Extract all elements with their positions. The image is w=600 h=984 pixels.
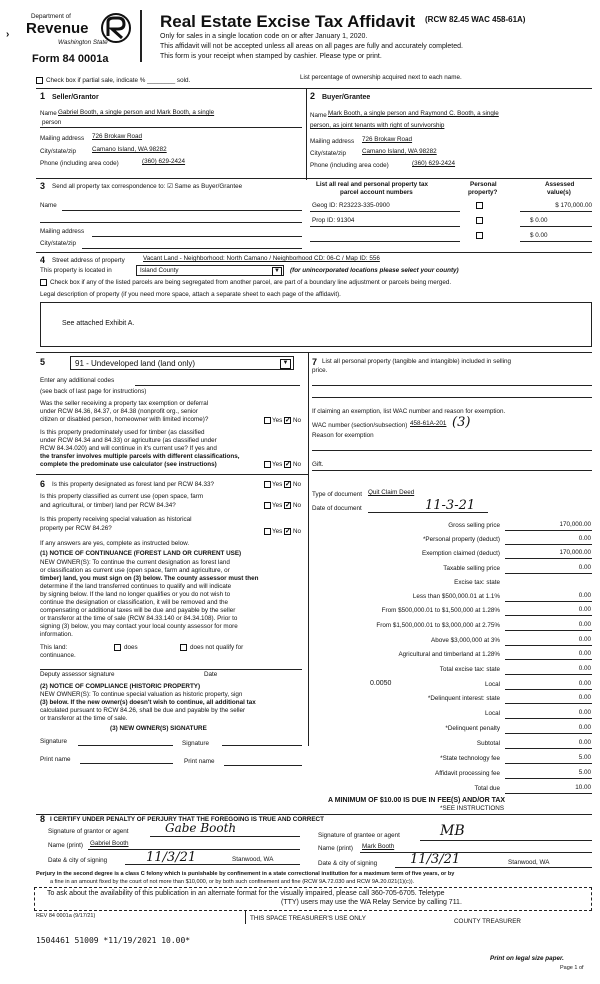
- new-owner-sig-heading: (3) NEW OWNER(S) SIGNATURE: [110, 725, 207, 732]
- tax-row-value: 0.00: [578, 650, 591, 657]
- grantor-sig-label: Signature of grantor or agent: [48, 828, 129, 835]
- tax-row-label: Local: [484, 710, 500, 717]
- tax-row-value: 0.00: [578, 739, 591, 746]
- tax-row-value: 0.00: [578, 564, 591, 571]
- q2-no-label: No: [293, 461, 302, 468]
- q2-yes-label: Yes: [272, 461, 283, 468]
- q1-yes-checkbox[interactable]: [264, 417, 271, 424]
- continuance-line: or classification as current use (open space, farm and agriculture, or: [40, 567, 230, 574]
- section4-num: 4: [40, 255, 46, 265]
- grantee-date: 11/3/21: [410, 852, 461, 867]
- personal-property-checkbox[interactable]: [476, 217, 483, 224]
- assessed-value: $ 0.00: [530, 232, 548, 239]
- tax-row-value: 0.00: [578, 724, 591, 731]
- q1-yes-label: Yes: [272, 417, 283, 424]
- street-address: Vacant Land - Neighborhood: North Camano / Neighborhood CD: 06-C / Map ID: 556: [143, 255, 380, 262]
- grantee-city: Stanwood, WA: [508, 859, 550, 866]
- deputy-sig-label: Deputy assessor signature: [40, 671, 115, 678]
- seller-name-line1: Gabriel Booth, a single person and Mark Booth, a single: [58, 109, 215, 116]
- seller-section-num: 1: [40, 91, 46, 101]
- tax-row-value: 0.00: [578, 709, 591, 716]
- tax-row-label: Taxable selling price: [443, 565, 500, 572]
- tax-row-value: 170,000.00: [559, 549, 591, 556]
- s6-q1-no-label: No: [293, 481, 302, 488]
- seller-name-label: Name: [40, 110, 57, 117]
- perjury-line2: a fine in an amount fixed by the court of not more than $10,000, or by both such confinement and fine (RCW 9A.72.030 and RCW 9A.20.021(1)(c)).: [50, 879, 415, 885]
- treasurer-use: THIS SPACE TREASURER'S USE ONLY: [250, 915, 366, 922]
- buyer-heading: Buyer/Grantee: [322, 94, 371, 101]
- doc-type-label: Type of document: [312, 491, 363, 498]
- wac-hand: (3): [452, 415, 471, 430]
- notice-1: Only for sales in a single location code on or after January 1, 2020.: [160, 33, 368, 40]
- tax-row-label: From $500,000.01 to $1,500,000 at 1.28%: [381, 607, 500, 614]
- personal-property-checkbox[interactable]: [476, 202, 483, 209]
- s6-q2-line2: and agricultural, or timber) land per RCW 84.34?: [40, 502, 176, 509]
- continuance-heading: (1) NOTICE OF CONTINUANCE (FOREST LAND OR CURRENT USE): [40, 550, 242, 557]
- notice-3: This form is your receipt when stamped by cashier. Please type or print.: [160, 53, 382, 60]
- assessed-header2: value(s): [547, 189, 571, 196]
- personal-property-checkbox[interactable]: [476, 232, 483, 239]
- tax-row-label: From $1,500,000.01 to $3,000,000 at 2.75%: [376, 622, 500, 629]
- form-statute: (RCW 82.45 WAC 458-61A): [425, 15, 526, 24]
- parcels-header2: parcel account numbers: [340, 189, 413, 196]
- s6-q3-line1: Is this property receiving special valuation as historical: [40, 516, 192, 523]
- q2-yes-checkbox[interactable]: [264, 461, 271, 468]
- grantor-name: Gabriel Booth: [90, 840, 129, 847]
- compliance-line: NEW OWNER(S): To continue special valuation as historic property, sign: [40, 691, 243, 698]
- tax-row-label: Gross selling price: [448, 522, 500, 529]
- s6-q3-yes-label: Yes: [272, 528, 283, 535]
- s6-q2-yes-label: Yes: [272, 502, 283, 509]
- dept-line3: Washington State: [58, 39, 108, 46]
- doc-type-value: Quit Claim Deed: [368, 489, 415, 496]
- tax-row-label: Less than $500,000.01 at 1.1%: [412, 593, 500, 600]
- chevron-down-icon: ▼: [280, 359, 291, 369]
- q1-line3: citizen or disabled person, homeowner with limited income)?: [40, 416, 209, 423]
- buyer-city-label: City/state/zip: [310, 150, 347, 157]
- compliance-line: calculated pursuant to RCW 84.26, shall be due and payable by the seller: [40, 707, 246, 714]
- tax-row-value: 10.00: [575, 784, 591, 791]
- tax-row-label: Agricultural and timberland at 1.28%: [398, 651, 500, 658]
- partial-sale-checkbox[interactable]: [36, 77, 43, 84]
- personal-header2: property?: [468, 189, 498, 196]
- continuance-line: determine if the land transferred continues to qualify and will indicate: [40, 583, 232, 590]
- signature-label-right: Signature: [182, 740, 209, 747]
- q1-no-label: No: [293, 417, 302, 424]
- wac-label: WAC number (section/subsection): [312, 422, 408, 429]
- section3-city-label: City/state/zip: [40, 240, 77, 247]
- grantor-date: 11/3/21: [146, 850, 197, 865]
- segregated-label: Check box if any of the listed parcels are being segregated from another parcel, are part of a boundary line adjustment or parcels being merged.: [50, 279, 452, 286]
- section3-name-label: Name: [40, 202, 57, 209]
- codes-label: Enter any additional codes: [40, 377, 115, 384]
- parcel-number: Geog ID: R23223-335-0900: [312, 202, 390, 209]
- exemption-claim-label: If claiming an exemption, list WAC number and reason for exemption.: [312, 408, 506, 415]
- located-label: This property is located in: [40, 267, 112, 274]
- grantor-date-label: Date & city of signing: [48, 857, 108, 864]
- does-not-checkbox[interactable]: [180, 644, 187, 651]
- does-not-label: does not qualify for: [190, 644, 244, 651]
- seller-phone-label: Phone (including area code): [40, 160, 119, 167]
- s6-q1-yes-checkbox[interactable]: [264, 481, 271, 488]
- recording-stamp: 1504461 51009 *11/19/2021 10.00*: [36, 936, 191, 945]
- parcel-number: Prop ID: 91304: [312, 217, 355, 224]
- tax-row-label: Total excise tax: state: [439, 666, 500, 673]
- section7-label1: List all personal property (tangible and intangible) included in selling: [322, 358, 512, 365]
- s6-q3-yes-checkbox[interactable]: [264, 528, 271, 535]
- buyer-section-num: 2: [310, 91, 316, 101]
- page-number: Page 1 of: [560, 965, 584, 971]
- ownership-note: List percentage of ownership acquired next to each name.: [300, 74, 462, 81]
- continuance-line: timber) land, you must sign on (3) below. The county assessor must then: [40, 575, 259, 582]
- form-number: Form 84 0001a: [32, 53, 109, 65]
- tax-row-label: Excise tax: state: [454, 579, 500, 586]
- grantee-name: Mark Booth: [362, 843, 395, 850]
- continuance-line: information.: [40, 631, 73, 638]
- land-use-value: 91 - Undeveloped land (land only): [75, 359, 196, 368]
- continuance-line: compensating or additional taxes will be due and payable by the seller: [40, 607, 236, 614]
- compliance-line: or transferor at the time of sale.: [40, 715, 128, 722]
- q1-no-checkbox[interactable]: ✓: [285, 417, 291, 424]
- s6-q3-no-label: No: [293, 528, 302, 535]
- dept-line1: Department of: [31, 13, 71, 20]
- tax-row-value: 0.00: [578, 680, 591, 687]
- county-select-value: Island County: [140, 267, 179, 274]
- tax-row-label: Total due: [474, 785, 500, 792]
- legal-description-text: See attached Exhibit A.: [62, 320, 135, 327]
- buyer-phone-label: Phone (including area code): [310, 162, 389, 169]
- local-rate: 0.0050: [370, 680, 392, 687]
- tax-row-label: Exemption claimed (deduct): [421, 550, 500, 557]
- section3-num: 3: [40, 181, 46, 191]
- deputy-date-label: Date: [204, 671, 218, 678]
- buyer-name-line1: Mark Booth, a single person and Raymond C. Booth, a single: [328, 110, 499, 117]
- county-select[interactable]: [136, 265, 284, 276]
- s6-q2-no-label: No: [293, 502, 302, 509]
- seller-name-line2: person: [42, 119, 62, 126]
- section3-mailing-label: Mailing address: [40, 228, 85, 235]
- grantee-signature: MB: [440, 823, 465, 839]
- tax-row-value: 0.00: [578, 606, 591, 613]
- tax-row-value: 5.00: [578, 754, 591, 761]
- q2-line5: complete the predominate use calculator (see instructions): [40, 461, 217, 468]
- q2-line3: RCW 84.34.020) and will continue in it's current use? If yes and: [40, 445, 217, 452]
- tax-row-value: 0.00: [578, 621, 591, 628]
- chevron-down-icon: ▼: [272, 267, 282, 276]
- tax-row-value: 0.00: [578, 592, 591, 599]
- wac-value: 458-61A-201: [410, 420, 447, 427]
- unincorp-note: (for unincorporated locations please select your county): [290, 267, 459, 274]
- arrow-icon: ›: [6, 29, 10, 40]
- certify-statement: I CERTIFY UNDER PENALTY OF PERJURY THAT THE FOREGOING IS TRUE AND CORRECT: [50, 816, 324, 823]
- section3-label: Send all property tax correspondence to: ☑ Same as Buyer/Grantee: [52, 183, 243, 190]
- tax-row-value: 0.00: [578, 535, 591, 542]
- does-label: does: [124, 644, 138, 651]
- legal-paper-note: Print on legal size paper.: [490, 955, 564, 962]
- rev-number: REV 84 0001a (9/17/21): [36, 913, 96, 919]
- tax-row-value: 170,000.00: [559, 521, 591, 528]
- section5-num: 5: [40, 357, 46, 367]
- section6-num: 6: [40, 479, 46, 489]
- buyer-phone: (360) 629-2424: [412, 160, 456, 167]
- this-land-label2: continuance.: [40, 652, 76, 659]
- doc-date-label: Date of document: [312, 505, 362, 512]
- reason-value: Gift.: [312, 461, 324, 468]
- legal-label: Legal description of property (if you need more space, attach a separate sheet to each page of the affidavit).: [40, 291, 341, 298]
- tax-row-label: *Delinquent interest: state: [427, 695, 500, 702]
- tax-row-value: 0.00: [578, 665, 591, 672]
- s6-q1-yes-label: Yes: [272, 481, 283, 488]
- tax-row-value: 0.00: [578, 636, 591, 643]
- section7-label2: price.: [312, 367, 328, 374]
- compliance-heading: (2) NOTICE OF COMPLIANCE (HISTORIC PROPERTY): [40, 683, 201, 690]
- answers-note: If any answers are yes, complete as instructed below.: [40, 540, 190, 547]
- seller-city: Camano Island, WA 98282: [92, 146, 167, 153]
- s6-q1: Is this property designated as forest land per RCW 84.33?: [52, 481, 215, 488]
- seller-mailing: 726 Brokaw Road: [92, 133, 143, 140]
- street-label: Street address of property: [52, 257, 125, 264]
- continuance-line: or transferor at the time of sale (RCW 84.33.140 or 84.34.108). Prior to: [40, 615, 238, 622]
- grantee-name-label: Name (print): [318, 845, 353, 852]
- notice-2: This affidavit will not be accepted unless all areas on all pages are fully and accurately completed.: [160, 43, 463, 50]
- county-treasurer: COUNTY TREASURER: [454, 918, 521, 925]
- print-name-label-left: Print name: [40, 756, 71, 763]
- continuance-line: NEW OWNER(S): To continue the current designation as forest land: [40, 559, 230, 566]
- partial-sale-label: Check box if partial sale, indicate % ________ sold.: [46, 77, 191, 84]
- q2-no-checkbox[interactable]: ✓: [285, 461, 291, 468]
- buyer-name-line2: person, as joint tenants with right of survivorship: [310, 122, 445, 129]
- seller-mailing-label: Mailing address: [40, 135, 85, 142]
- s6-q2-no-checkbox[interactable]: ✓: [285, 502, 291, 509]
- tax-row-label: Affidavit processing fee: [435, 770, 500, 777]
- s6-q3-line2: property per RCW 84.26?: [40, 525, 112, 532]
- s6-q1-no-checkbox[interactable]: ✓: [285, 481, 291, 488]
- assessed-value: $ 0.00: [530, 217, 548, 224]
- tax-row-label: Subtotal: [476, 740, 500, 747]
- buyer-city: Camano Island, WA 98282: [362, 148, 437, 155]
- perjury-line1: Perjury in the second degree is a class C felony which is punishable by confinement in a state correctional institution for a maximum term of five years, or by: [36, 871, 455, 877]
- parcels-header1: List all real and personal property tax: [316, 181, 428, 188]
- dept-line2: Revenue: [26, 20, 89, 37]
- reason-label: Reason for exemption: [312, 432, 374, 439]
- personal-header1: Personal: [470, 181, 497, 188]
- assessed-value: $ 170,000.00: [555, 202, 592, 209]
- continuance-line: continue the designation or classification, it will be removed and the: [40, 599, 228, 606]
- continuance-line: signing (3) below, you may contact your local county assessor for more: [40, 623, 238, 630]
- codes-note: (see back of last page for instructions): [40, 388, 147, 395]
- s6-q2-yes-checkbox[interactable]: [264, 502, 271, 509]
- q2-line2: under RCW 84.34 and 84.33) or agriculture (as classified under: [40, 437, 217, 444]
- compliance-line: (3) below. If the new owner(s) doesn't wish to continue, all additional tax: [40, 699, 256, 706]
- tax-row-label: Above $3,000,000 at 3%: [431, 637, 500, 644]
- q2-line4: the transfer involves multiple parcels with different classifications,: [40, 453, 240, 460]
- tax-row-label: *Personal property (deduct): [422, 536, 500, 543]
- grantor-signature: Gabe Booth: [165, 821, 237, 835]
- tax-row-value: 0.00: [578, 694, 591, 701]
- grantor-city: Stanwood, WA: [232, 856, 274, 863]
- minimum-due: A MINIMUM OF $10.00 IS DUE IN FEE(S) AND/OR TAX: [328, 797, 506, 804]
- revenue-logo-icon: [100, 12, 132, 44]
- land-use-select[interactable]: [70, 356, 294, 370]
- tax-row-label: Local: [484, 681, 500, 688]
- seller-heading: Seller/Grantor: [52, 94, 99, 101]
- segregated-checkbox[interactable]: [40, 279, 47, 286]
- q1-line1: Was the seller receiving a property tax exemption or deferral: [40, 400, 209, 407]
- continuance-line: by signing below. If the land no longer qualifies or you do not wish to: [40, 591, 231, 598]
- tax-row-label: *Delinquent penalty: [445, 725, 500, 732]
- signature-label-left: Signature: [40, 738, 67, 745]
- grantee-sig-label: Signature of grantee or agent: [318, 832, 400, 839]
- q1-line2: under RCW 84.36, 84.37, or 84.38 (nonprofit org., senior: [40, 408, 198, 415]
- grantee-date-label: Date & city of signing: [318, 860, 378, 867]
- s6-q2-line1: Is this property classified as current use (open space, farm: [40, 493, 204, 500]
- seller-city-label: City/state/zip: [40, 148, 77, 155]
- tax-row-label: *State technology fee: [440, 755, 500, 762]
- see-instructions: *SEE INSTRUCTIONS: [440, 805, 505, 812]
- tax-row-value: 5.00: [578, 769, 591, 776]
- accessibility-line1: To ask about the availability of this publication in an alternate format for the visually impaired, please call 360-705-6705. Teletype: [47, 890, 445, 897]
- accessibility-line2: (TTY) users may use the WA Relay Service by calling 711.: [281, 899, 462, 906]
- section8-num: 8: [40, 814, 46, 824]
- section7-num: 7: [312, 357, 318, 367]
- form-title: Real Estate Excise Tax Affidavit: [160, 12, 416, 31]
- buyer-name-label: Name: [310, 112, 327, 119]
- buyer-mailing-label: Mailing address: [310, 138, 355, 145]
- assessed-header1: Assessed: [545, 181, 575, 188]
- grantor-name-label: Name (print): [48, 842, 83, 849]
- legal-description-field[interactable]: [40, 302, 592, 347]
- s6-q3-no-checkbox[interactable]: ✓: [285, 528, 291, 535]
- buyer-mailing: 726 Brokaw Road: [362, 136, 413, 143]
- print-name-label-right: Print name: [184, 758, 215, 765]
- does-checkbox[interactable]: [114, 644, 121, 651]
- this-land-label: This land:: [40, 644, 68, 651]
- doc-date-value: 11-3-21: [425, 498, 476, 513]
- accessibility-box: [34, 887, 592, 911]
- seller-phone: (360) 629-2424: [142, 158, 186, 165]
- q2-line1: Is this property predominately used for timber (as classified: [40, 429, 205, 436]
